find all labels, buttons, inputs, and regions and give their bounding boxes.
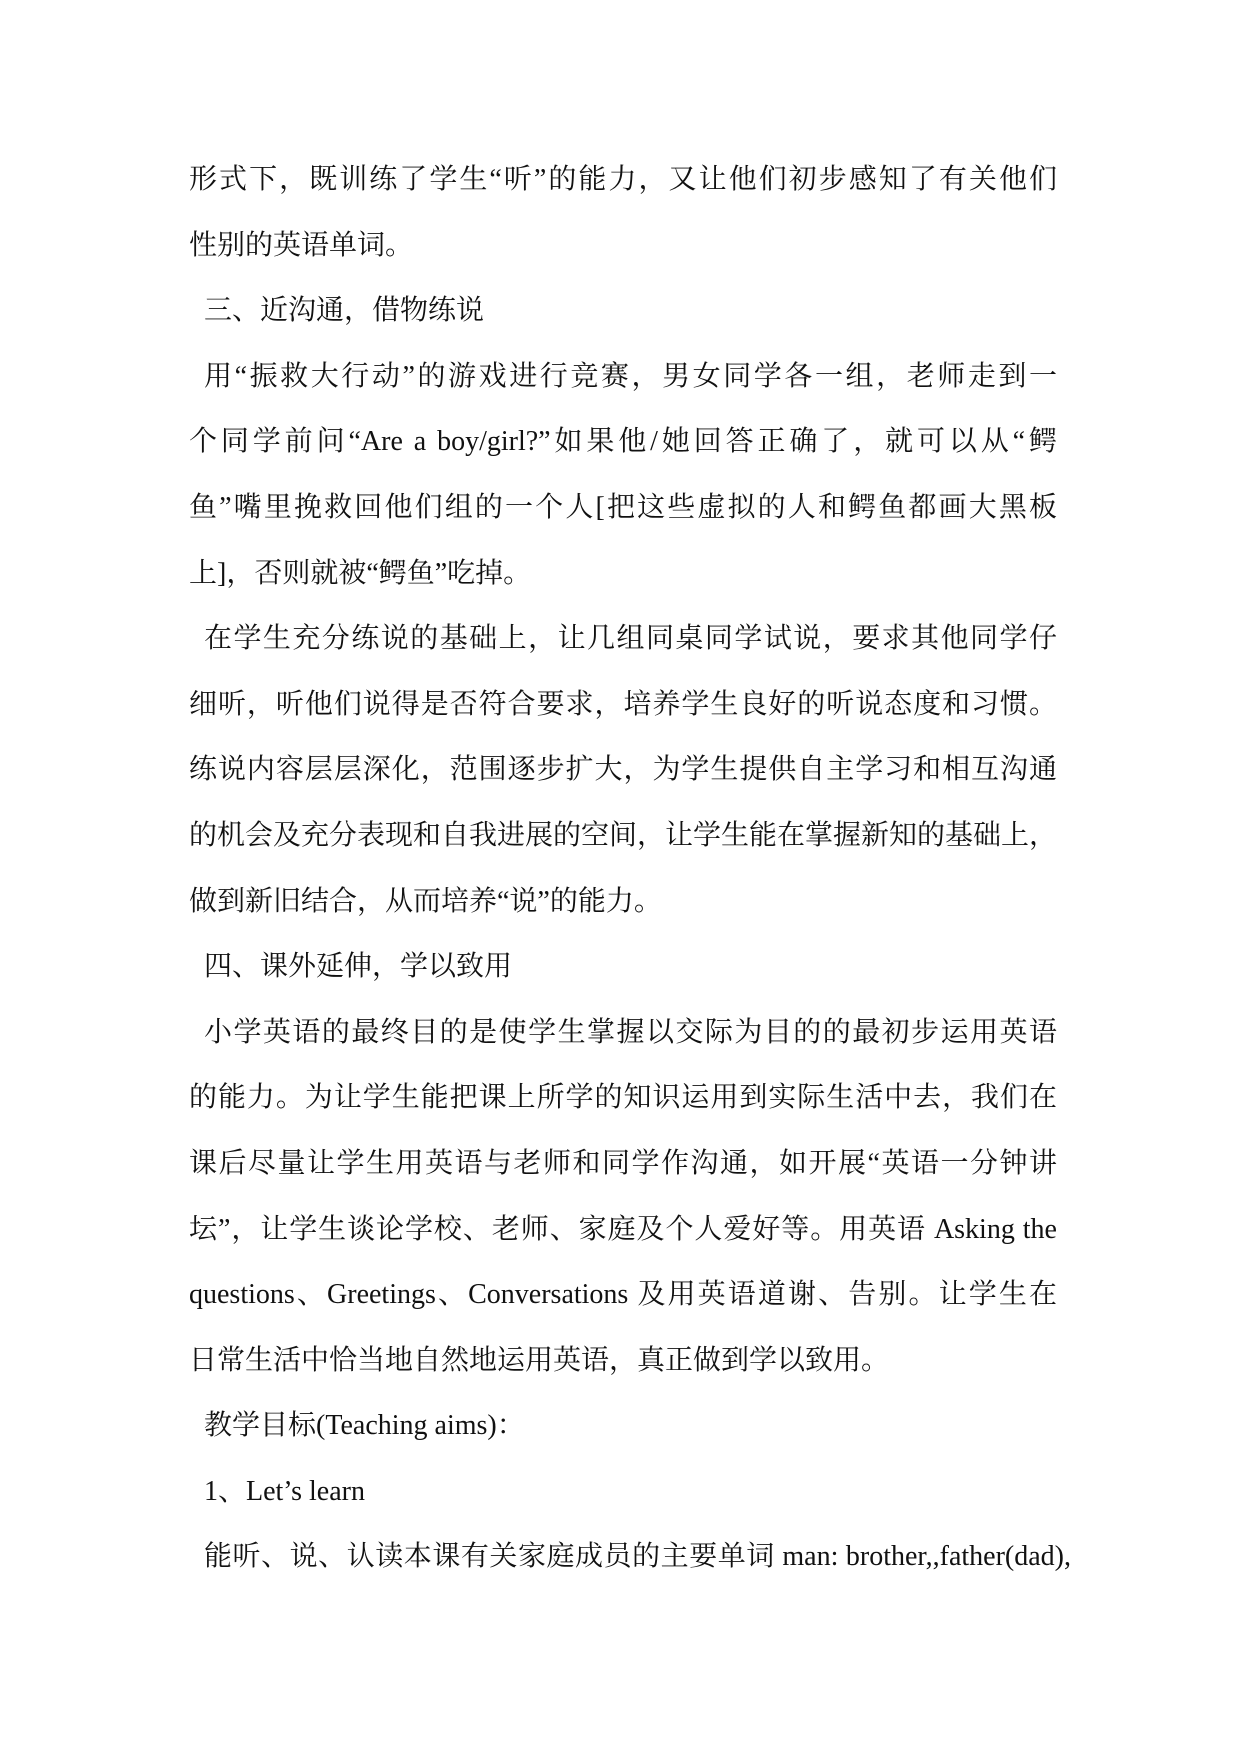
paragraph-line: 形式下，既训练了学生“听”的能力，又让他们初步感知了有关他们 <box>189 164 1057 195</box>
paragraph-line: 性别的英语单词。 <box>189 229 414 261</box>
paragraph-line: 坛”，让学生谈论学校、老师、家庭及个人爱好等。用英语 Asking the <box>189 1213 1057 1245</box>
paragraph-line: 课后尽量让学生用英语与老师和同学作沟通，如开展“英语一分钟讲 <box>189 1147 1057 1179</box>
teaching-aims-heading: 教学目标(Teaching aims)： <box>204 1410 525 1442</box>
subsection-heading: 1、Let’s learn <box>204 1475 365 1507</box>
paragraph-line: 细听，听他们说得是否符合要求，培养学生良好的听说态度和习惯。 <box>189 688 1057 720</box>
paragraph-line: 做到新旧结合，从而培养“说”的能力。 <box>189 885 662 917</box>
paragraph-line: 日常生活中恰当地自然地运用英语，真正做到学以致用。 <box>189 1344 890 1376</box>
section-heading: 四、课外延伸，学以致用 <box>204 951 513 983</box>
paragraph-line: questions、Greetings、Conversations 及用英语道谢、告别。让学生在 <box>189 1279 1057 1311</box>
paragraph-line: 的机会及充分表现和自我进展的空间，让学生能在掌握新知的基础上， <box>189 819 1057 851</box>
paragraph-line: 在学生充分练说的基础上，让几组同桌同学试说，要求其他同学仔 <box>204 623 1057 655</box>
paragraph-line: 个同学前问“Are a boy/girl?”如果他/她回答正确了，就可以从“鳄 <box>189 426 1057 458</box>
paragraph-line: 小学英语的最终目的是使学生掌握以交际为目的的最初步运用英语 <box>204 1016 1057 1048</box>
paragraph-line: 能听、说、认读本课有关家庭成员的主要单词 man: brother,,father(dad), <box>204 1541 1071 1573</box>
paragraph-line: 的能力。为让学生能把课上所学的知识运用到实际生活中去，我们在 <box>189 1082 1057 1114</box>
document-body <box>189 147 1071 1590</box>
paragraph-line: 练说内容层层深化，范围逐步扩大，为学生提供自主学习和相互沟通 <box>189 754 1057 786</box>
paragraph-line: 鱼”嘴里挽救回他们组的一个人[把这些虚拟的人和鳄鱼都画大黑板 <box>189 491 1057 523</box>
paragraph-line: 用“振救大行动”的游戏进行竞赛，男女同学各一组，老师走到一 <box>204 360 1057 392</box>
section-heading: 三、近沟通，借物练说 <box>204 295 485 327</box>
paragraph-line: 上]，否则就被“鳄鱼”吃掉。 <box>189 557 532 589</box>
